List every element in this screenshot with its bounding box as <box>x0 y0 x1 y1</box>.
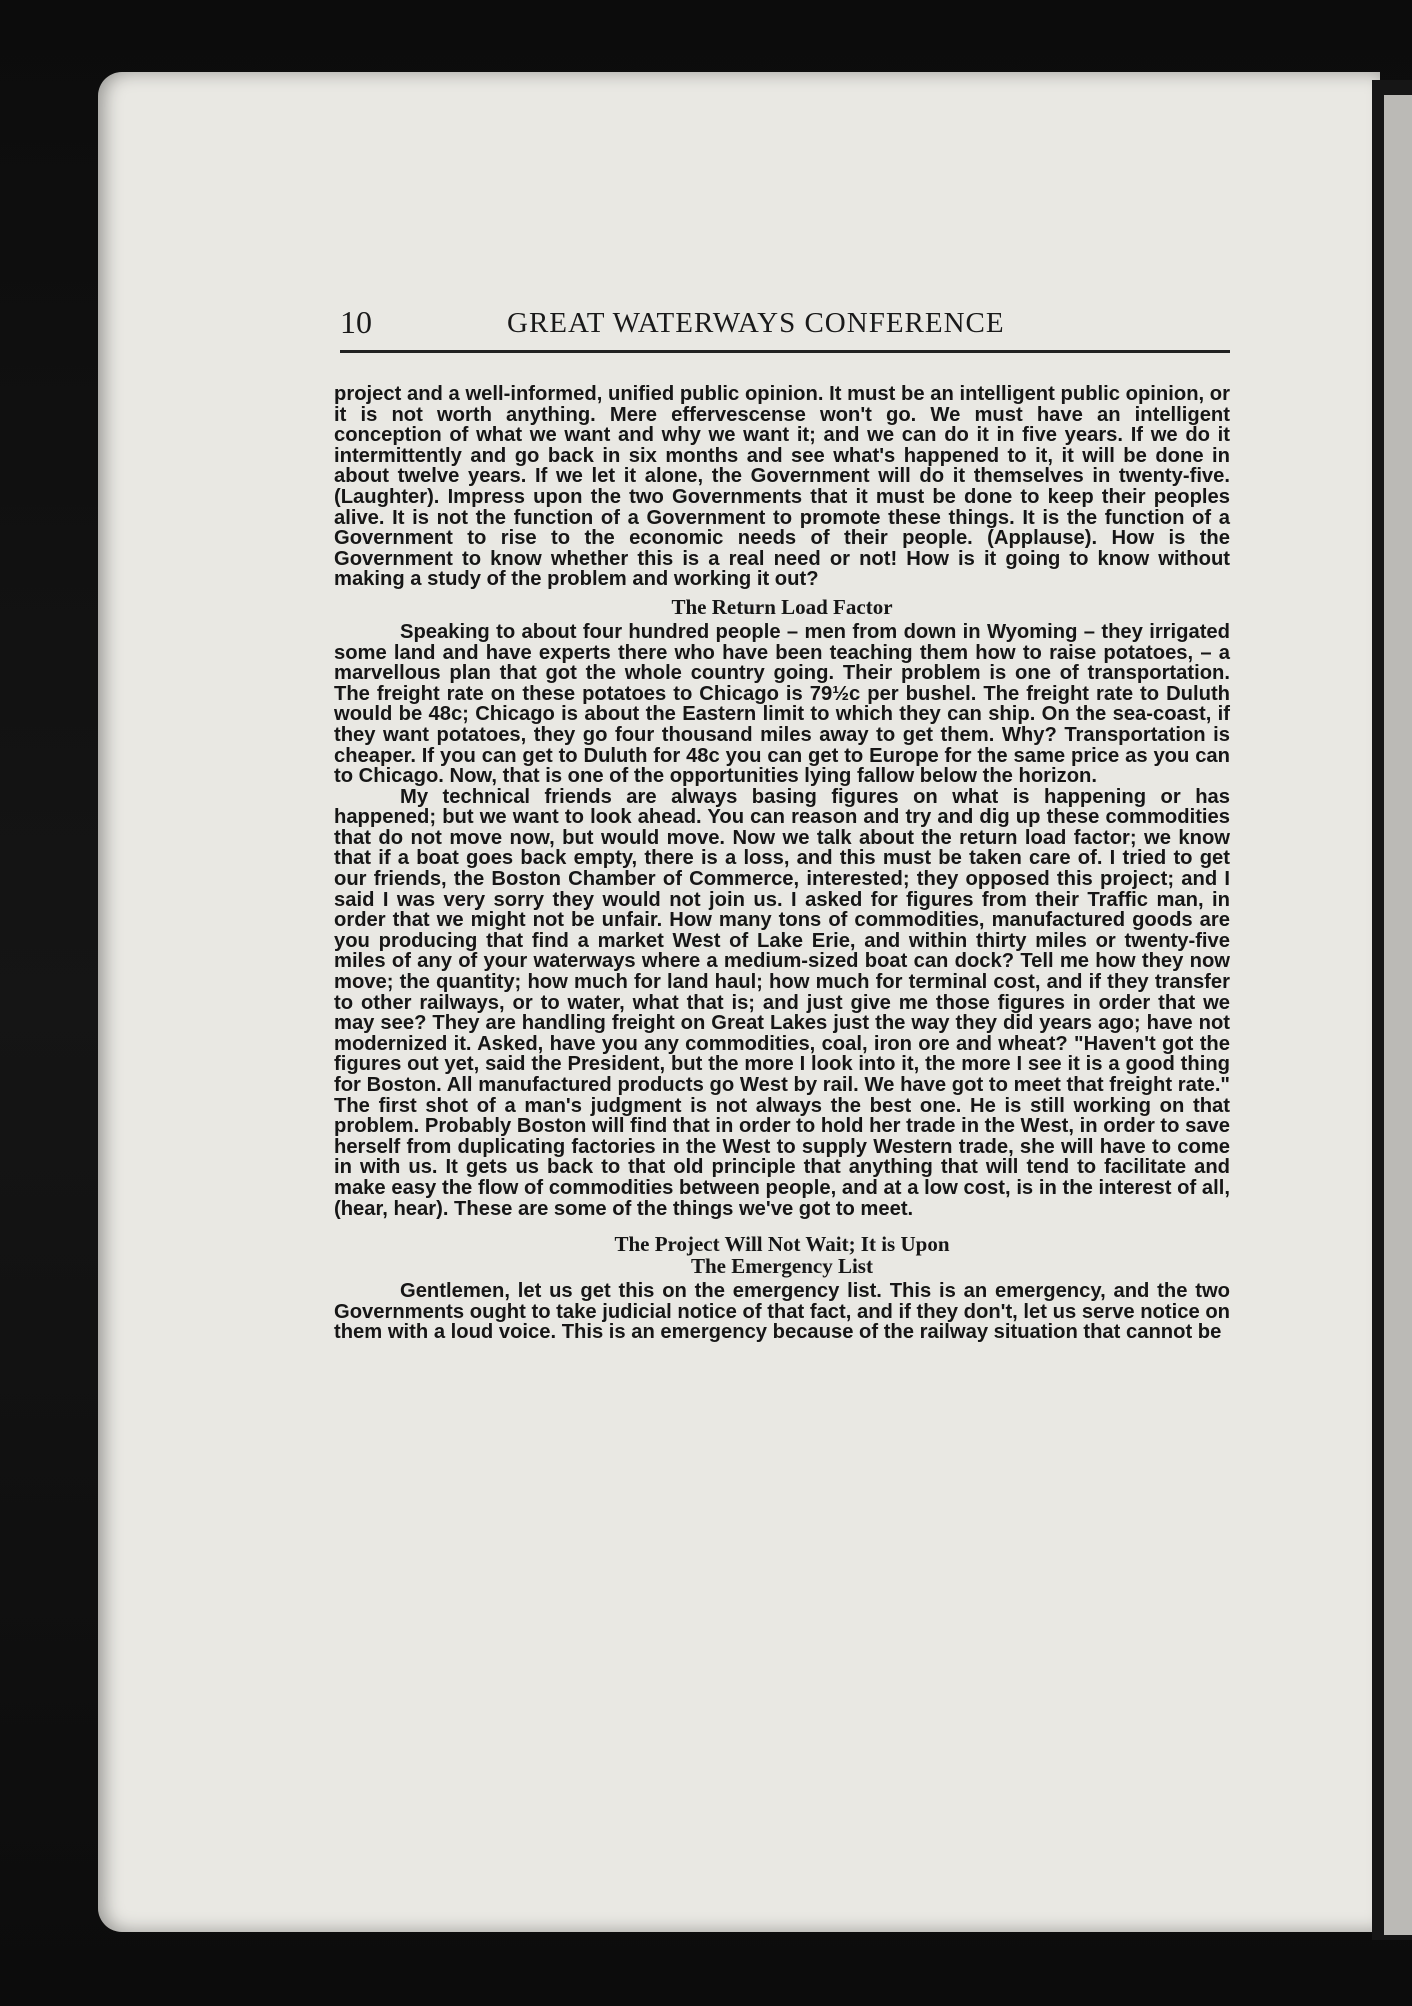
paragraph-emergency: Gentlemen, let us get this on the emergency list. This is an emergency, and the two Governments ought to take judicial notice of that fact, and if they don't, let us serve notice on them with a loud voice. This is an emergency because of the railway situation that cannot be <box>334 1280 1230 1344</box>
paragraph-technical-friends: My technical friends are always basing figures on what is happening or has happened; but we want to look ahead. You can reason and try and dig up these commodities that do not move now, but would move. Now we talk about the return load factor; we know that if a boat goes back empty, there is a loss, and this must be taken care of. I tried to get our friends, the Boston Chamber of Commerce, interested; they opposed this project; and I said I was very sorry they would not join us. I asked for figures from their Traffic man, in order that we might not be unfair. How many tons of commodities, manufactured goods are you producing that find a market West of Lake Erie, and within thirty miles or twenty-five miles of any of your waterways where a medium-sized boat can dock? Tell me how they now move; the quantity; how much for land haul; how much for terminal cost, and if they transfer to other railways, or to water, what that is; and just give me those figures in order that we may see? They are handling freight on Great Lakes just the way they did years ago; have not modernized it. Asked, have you any commodities, coal, iron ore and wheat? "Haven't got the figures out yet, said the President, but the more I look into it, the more I see it is a good thing for Boston. All manufactured products go West by rail. We have got to meet that freight rate." The first shot of a man's judgment is not always the best one. He is still working on that problem. Probably Boston will find that in order to hold her trade in the West, in order to save herself from duplicating factories in the West to supply Western trade, she will have to come in with us. It gets us back to that old principle that anything that will tend to facilitate and make easy the flow of commodities between people, and at a low cost, is in the interest of all, (hear, hear). These are some of the things we've got to meet. <box>334 785 1230 1220</box>
paragraph-wyoming: Speaking to about four hundred people – men from down in Wyoming – they irrigated some land and have experts there who have been teaching them how to raise potatoes, – a marvellous plan that got the whole country going. Their problem is one of transportation. The freight rate on these potatoes to Chicago is 79½c per bushel. The freight rate to Duluth would be 48c; Chicago is about the Eastern limit to which they can ship. On the sea-coast, if they want potatoes, they go four thousand miles away to get them. Why? Transportation is cheaper. If you can get to Duluth for 48c you can get to Europe for the same price as you can to Chicago. Now, that is one of the opportunities lying fallow below the horizon. <box>334 620 1230 788</box>
running-head: GREAT WATERWAYS CONFERENCE <box>507 307 1005 339</box>
facing-page-edge <box>1384 95 1412 1935</box>
heading-project-will-not-wait <box>334 1233 1230 1277</box>
body-text <box>334 384 1230 1343</box>
heading-line-2: The Emergency List <box>691 1254 873 1279</box>
page-number: 10 <box>340 304 372 340</box>
heading-return-load-factor: The Return Load Factor <box>671 594 893 619</box>
paragraph-opening: project and a well-informed, unified public opinion. It must be an intelligent public opinion, or it is not worth anything. Mere effervescense won't go. We must have an intelligent conception of what we want and why we want it; and we can do it in five years. If we do it intermittently and go back in six months and see what's happened to it, it will be done in about twelve years. If we let it alone, the Government will do it themselves in twenty-five. (Laughter). Impress upon the two Governments that it must be done to keep their peoples alive. It is not the function of a Government to promote these things. It is the function of a Government to rise to the economic needs of their people. (Applause). How is the Government to know whether this is a real need or not! How is it going to know without making a study of the problem and working it out? <box>334 383 1230 591</box>
page-header <box>340 300 1230 353</box>
heading-line-1: The Project Will Not Wait; It is Upon <box>614 1232 950 1257</box>
